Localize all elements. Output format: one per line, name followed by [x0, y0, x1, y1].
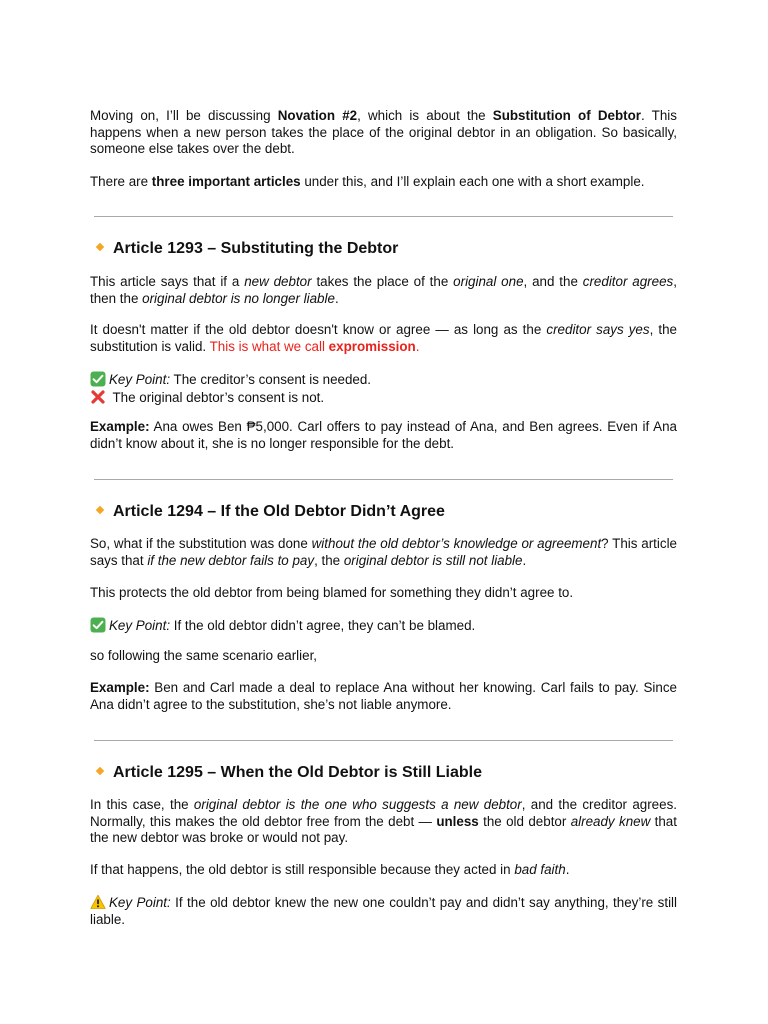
- article-1293-paragraph-2: It doesn't matter if the old debtor doesn't know or agree — as long as the creditor says yes, the substitution is valid. This is what we call expromission.: [90, 322, 677, 354]
- article-1295-paragraph-2: If that happens, the old debtor is still responsible because they acted in bad faith.: [90, 862, 570, 877]
- section-divider: [94, 216, 673, 217]
- diamond-bullet-icon: [96, 506, 104, 514]
- article-1294-paragraph-3: so following the same scenario earlier,: [90, 648, 318, 663]
- article-1294-example: Example: Ben and Carl made a deal to replace Ana without her knowing. Carl fails to pay. Since Ana didn’t agree to the substitution, she’s not liable anymore.: [90, 680, 677, 712]
- not-point-line: The original debtor’s consent is not.: [90, 389, 677, 407]
- section-heading-article-1294: Article 1294 – If the Old Debtor Didn’t Agree: [95, 502, 675, 522]
- article-1294-key-point: Key Point: If the old debtor didn’t agree, they can’t be blamed.: [90, 617, 677, 635]
- warning-icon: [90, 894, 106, 910]
- cross-mark-icon: [90, 389, 106, 405]
- intro-paragraph: Moving on, I’ll be discussing Novation #2, which is about the Substitution of Debtor. This happens when a new person takes the place of the original debtor in an obligation. So basically, someone else takes over the debt.: [90, 108, 677, 156]
- intro-summary: There are three important articles under this, and I’ll explain each one with a short example.: [90, 174, 645, 189]
- section-heading-article-1293: Article 1293 – Substituting the Debtor: [95, 239, 675, 259]
- article-1293-paragraph-1: This article says that if a new debtor takes the place of the original one, and the creditor agrees, then the original debtor is no longer liable.: [90, 274, 677, 306]
- check-mark-icon: [90, 371, 106, 387]
- key-point-line: Key Point: The creditor’s consent is needed.: [90, 371, 677, 389]
- expromission-highlight: This is what we call expromission.: [209, 338, 420, 354]
- section-heading-article-1295: Article 1295 – When the Old Debtor is Still Liable: [95, 763, 675, 783]
- section-divider: [94, 740, 673, 741]
- diamond-bullet-icon: [96, 243, 104, 251]
- diamond-bullet-icon: [96, 767, 104, 775]
- check-mark-icon: [90, 617, 106, 633]
- article-1293-key-points: [90, 371, 677, 406]
- section-divider: [94, 479, 673, 480]
- article-1293-example: Example: Ana owes Ben ₱5,000. Carl offers to pay instead of Ana, and Ben agrees. Even if Ana didn’t know about it, she is no longer responsible for the debt.: [90, 419, 677, 451]
- article-1294-paragraph-1: So, what if the substitution was done without the old debtor’s knowledge or agreement? This article says that if the new debtor fails to pay, the original debtor is still not liable.: [90, 536, 677, 568]
- article-1294-paragraph-2: This protects the old debtor from being blamed for something they didn’t agree to.: [90, 585, 574, 600]
- article-1295-paragraph-1: In this case, the original debtor is the one who suggests a new debtor, and the creditor agrees. Normally, this makes the old debtor free from the debt — unless the old debtor already knew that the new debtor was broke or would not pay.: [90, 797, 677, 845]
- article-1295-key-point: Key Point: If the old debtor knew the new one couldn’t pay and didn’t say anything, they’re still liable.: [90, 895, 678, 927]
